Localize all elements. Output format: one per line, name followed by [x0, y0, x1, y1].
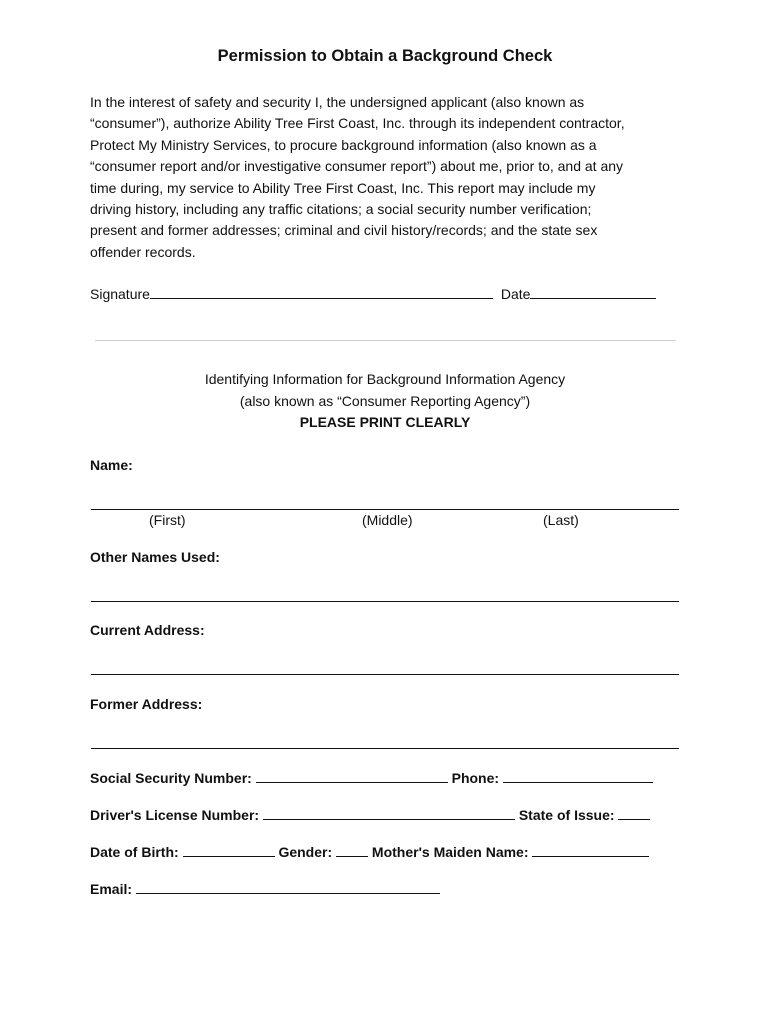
former-address-label: Former Address: — [90, 696, 203, 712]
first-name-caption: (First) — [149, 512, 186, 528]
phone-label: Phone: — [451, 770, 500, 786]
date-label: Date — [500, 286, 531, 302]
ssn-field[interactable] — [256, 770, 448, 783]
email-field[interactable] — [136, 881, 440, 894]
email-label: Email: — [90, 881, 133, 897]
section-heading: Identifying Information for Background Information Agency — [204, 371, 566, 387]
last-name-caption: (Last) — [543, 512, 579, 528]
current-address-field[interactable] — [91, 674, 679, 675]
consent-line: driving history, including any traffic citations; a social security number verification; — [90, 201, 592, 218]
section-divider — [95, 340, 676, 341]
gender-field[interactable] — [336, 844, 368, 857]
consent-line: offender records. — [90, 243, 196, 260]
phone-field[interactable] — [503, 770, 653, 783]
email-row — [90, 881, 440, 897]
license-row — [90, 807, 650, 823]
maiden-name-field[interactable] — [532, 844, 649, 857]
date-field[interactable] — [530, 286, 656, 299]
signature-label: Signature — [90, 286, 150, 302]
consent-line: present and former addresses; criminal and civil history/records; and the state sex — [90, 222, 598, 239]
print-notice: PLEASE PRINT CLEARLY — [299, 414, 471, 430]
date-of-birth-label: Date of Birth: — [90, 844, 179, 860]
signature-field[interactable] — [150, 286, 493, 299]
drivers-license-field[interactable] — [263, 807, 515, 820]
signature-row — [90, 286, 656, 302]
middle-name-caption: (Middle) — [362, 512, 413, 528]
ssn-label: Social Security Number: — [90, 770, 252, 786]
page-title: Permission to Obtain a Background Check — [217, 47, 553, 65]
state-of-issue-field[interactable] — [618, 807, 650, 820]
consent-line: Protect My Ministry Services, to procure background information (also known as a — [90, 136, 597, 153]
other-names-field[interactable] — [91, 601, 679, 602]
consent-line: “consumer report and/or investigative consumer report”) about me, prior to, and at any — [90, 158, 624, 175]
other-names-label: Other Names Used: — [90, 549, 220, 565]
drivers-license-label: Driver's License Number: — [90, 807, 260, 823]
consent-paragraph — [90, 92, 690, 263]
consent-line: “consumer”), authorize Ability Tree First Coast, Inc. through its independent contractor, — [90, 115, 625, 132]
former-address-field[interactable] — [91, 748, 679, 749]
consent-line: time during, my service to Ability Tree First Coast, Inc. This report may include my — [90, 179, 596, 196]
name-field[interactable] — [91, 509, 679, 510]
ssn-phone-row — [90, 770, 653, 786]
state-of-issue-label: State of Issue: — [518, 807, 615, 823]
consent-line: In the interest of safety and security I, the undersigned applicant (also known as — [90, 94, 585, 110]
section-subheading: (also known as “Consumer Reporting Agency”) — [239, 393, 531, 409]
gender-label: Gender: — [278, 844, 333, 860]
dob-row — [90, 844, 649, 860]
name-label: Name: — [90, 457, 133, 473]
date-of-birth-field[interactable] — [183, 844, 275, 857]
maiden-name-label: Mother's Maiden Name: — [371, 844, 529, 860]
current-address-label: Current Address: — [90, 622, 205, 638]
